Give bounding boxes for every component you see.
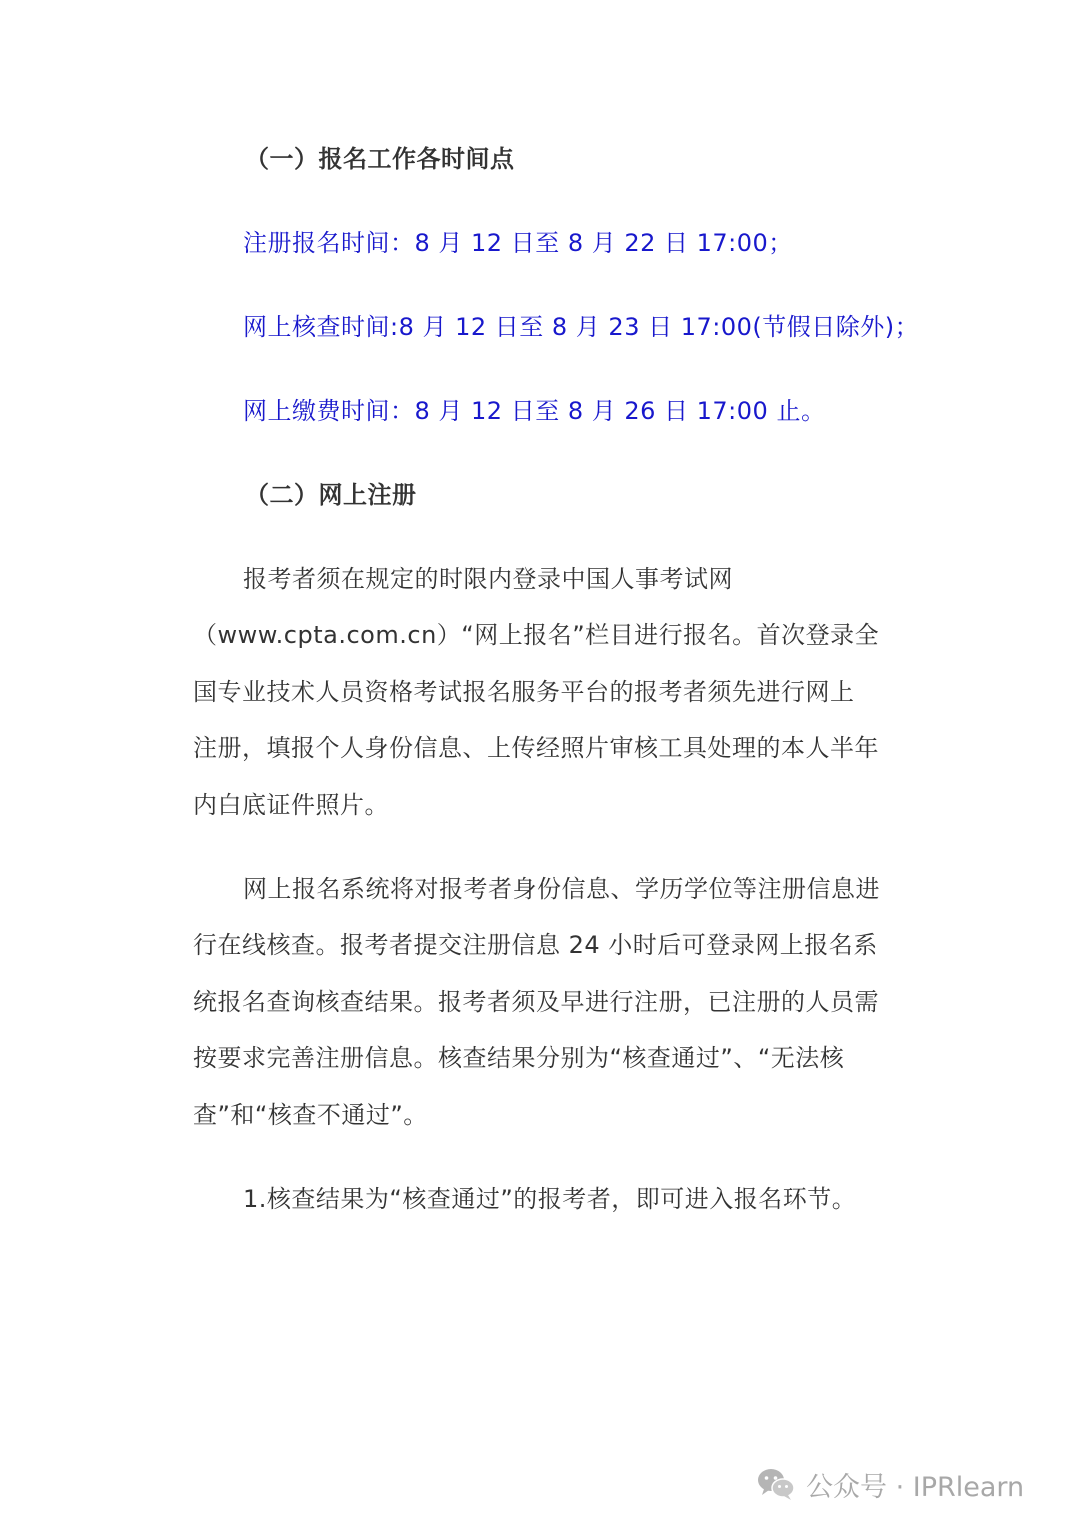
para1-line-5: 内白底证件照片。 [193, 791, 389, 819]
registration-time: 注册报名时间：8 月 12 日至 8 月 22 日 17:00； [243, 229, 793, 257]
payment-time: 网上缴费时间：8 月 12 日至 8 月 26 日 17:00 止。 [243, 397, 826, 425]
watermark [756, 1462, 1024, 1506]
para2-line-1: 网上报名系统将对报考者身份信息、学历学位等注册信息进 [243, 875, 880, 903]
para1-line-1: 报考者须在规定的时限内登录中国人事考试网 [243, 565, 733, 593]
list-item-1: 1.核查结果为“核查通过”的报考者，即可进入报名环节。 [243, 1185, 857, 1213]
section1-heading: （一）报名工作各时间点 [245, 145, 515, 173]
para2-line-3: 统报名查询核查结果。报考者须及早进行注册，已注册的人员需 [193, 988, 879, 1016]
para2-line-5: 查”和“核查不通过”。 [193, 1101, 428, 1129]
para1-line-3: 国专业技术人员资格考试报名服务平台的报考者须先进行网上 [193, 678, 855, 706]
wechat-icon [756, 1466, 796, 1502]
para2-line-2: 行在线核查。报考者提交注册信息 24 小时后可登录网上报名系 [193, 931, 878, 959]
para1-line-4: 注册，填报个人身份信息、上传经照片审核工具处理的本人半年 [193, 734, 879, 762]
para1-line-2: （www.cpta.com.cn）“网上报名”栏目进行报名。首次登录全 [193, 621, 880, 649]
para2-line-4: 按要求完善注册信息。核查结果分别为“核查通过”、“无法核 [193, 1044, 845, 1072]
section2-heading: （二）网上注册 [245, 481, 417, 509]
online-check-time: 网上核查时间:8 月 12 日至 8 月 23 日 17:00(节假日除外)； [243, 313, 920, 341]
watermark-text: 公众号 · IPRlearn [806, 1471, 1025, 1503]
